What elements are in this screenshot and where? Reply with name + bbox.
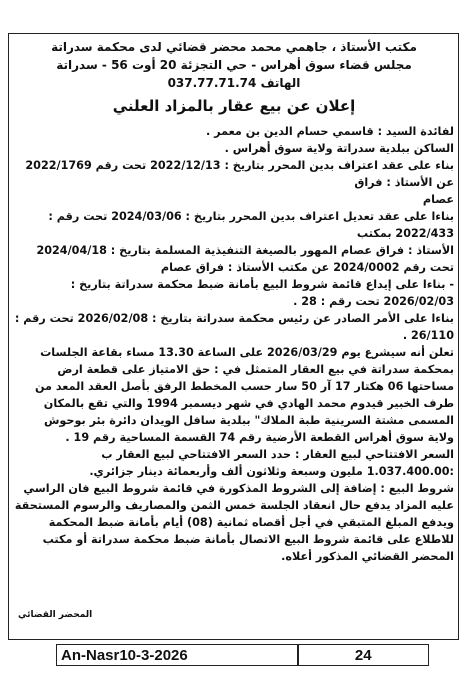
sale-conditions-paragraph: شروط البيع : إضافة إلى الشروط المذكورة في قائمة شروط البيع فان الراسي عليه المزاد يدفع حال انعقاد الجلسة خمس الثمن والمصاريف والرسوم المستحقة ويدفع المبلغ المتبقي في أجل أقصاه ثمانية (08) أيام بأمانة ضبط المحكمة للاطلاع على قائمة شروط البيع الاتصال بأمانة ضبط محكمة سدراتة أو مكتب المحضر القضائي المذكور أعلاه. <box>14 482 454 563</box>
debt-deed-paragraph: بناء على عقد اعتراف بدين المحرر بتاريخ : 2022/12/13 تحت رقم 2022/1769 عن الأستاذ : فراق <box>25 159 454 189</box>
bailiff-signature: المحضر القضائي <box>18 610 93 620</box>
page-number: 24 <box>354 646 372 664</box>
notice-document <box>14 38 454 565</box>
notice-title: إعلان عن بيع عقار بالمزاد العلني <box>112 97 356 115</box>
executory-number-line: تحت رقم 2024/0002 عن مكتب الأستاذ : فراق عصام <box>160 261 454 274</box>
newspaper-source: An-Nasr10-3-2026 <box>61 646 188 664</box>
conditions-deposit-paragraph: - بناءا على إيداع قائمة شروط البيع بأمانة ضبط محكمة سدراتة بتاريخ : 2026/02/03 تحت رقم : 28 . <box>70 278 454 308</box>
notice-body <box>14 123 454 565</box>
newspaper-footer <box>56 644 429 666</box>
header-line-3: الهاتف 037.77.71.74 <box>167 76 301 90</box>
beneficiary-line: لفائدة السيد : قاسمي حسام الدين بن معمر . <box>206 125 454 138</box>
amendment-paragraph: بناءا على عقد تعديل اعتراف بدين المحرر بتاريخ : 2024/03/06 تحت رقم : 2022/433 بمكتب <box>48 210 454 240</box>
notary-name-line: عصام <box>422 193 454 206</box>
residence-line: الساكن ببلدية سدراتة ولاية سوق أهراس . <box>224 142 454 155</box>
bailiff-header <box>14 38 454 92</box>
executory-paragraph: الأستاذ : فراق عصام المهور بالصيغة التنفيذية المسلمة بتاريخ : 2024/04/18 <box>36 244 454 257</box>
court-order-paragraph: بناءا على الأمر الصادر عن رئيس محكمة سدراتة بتاريخ : 2026/02/08 تحت رقم : 26/110 . <box>14 312 454 342</box>
auction-announcement-paragraph: تعلن أنه سيشرع يوم 2026/03/29 على الساعة 13.30 مساء بقاعة الجلسات بمحكمة سدراتة في بيع العقار المتمثل في : حق الامتياز على قطعة ارض مساحتها 06 هكتار 17 آر 50 سار حسب المخطط الرفق بأصل العقد المعد من طرف الخبير قيدوم محمد الهادي في شهر ديسمبر 1994 والتي تقع بالمكان المسمى مشتة السرينية طبة الملاك" ببلدية سافل الويدان دائرة بئر بوحوش ولاية سوق أهراس القطعة الأرضية رقم 74 القسمة المساحية رقم 19 . <box>34 346 454 444</box>
header-line-2: مجلس قضاء سوق أهراس - حي التجزئة 20 أوت 56 - سدراتة <box>56 58 412 72</box>
header-line-1: مكتب الأستاذ ، جاهمي محمد محضر قضائي لدى محكمة سدراتة <box>51 40 417 54</box>
opening-price-paragraph: السعر الافتتاحي لبيع العقار : حدد السعر الافتتاحي لبيع العقار ب :1.037.400.00 مليون وسبعة وثلاثون ألف وأربعمائة دينار جزائري. <box>89 448 454 478</box>
